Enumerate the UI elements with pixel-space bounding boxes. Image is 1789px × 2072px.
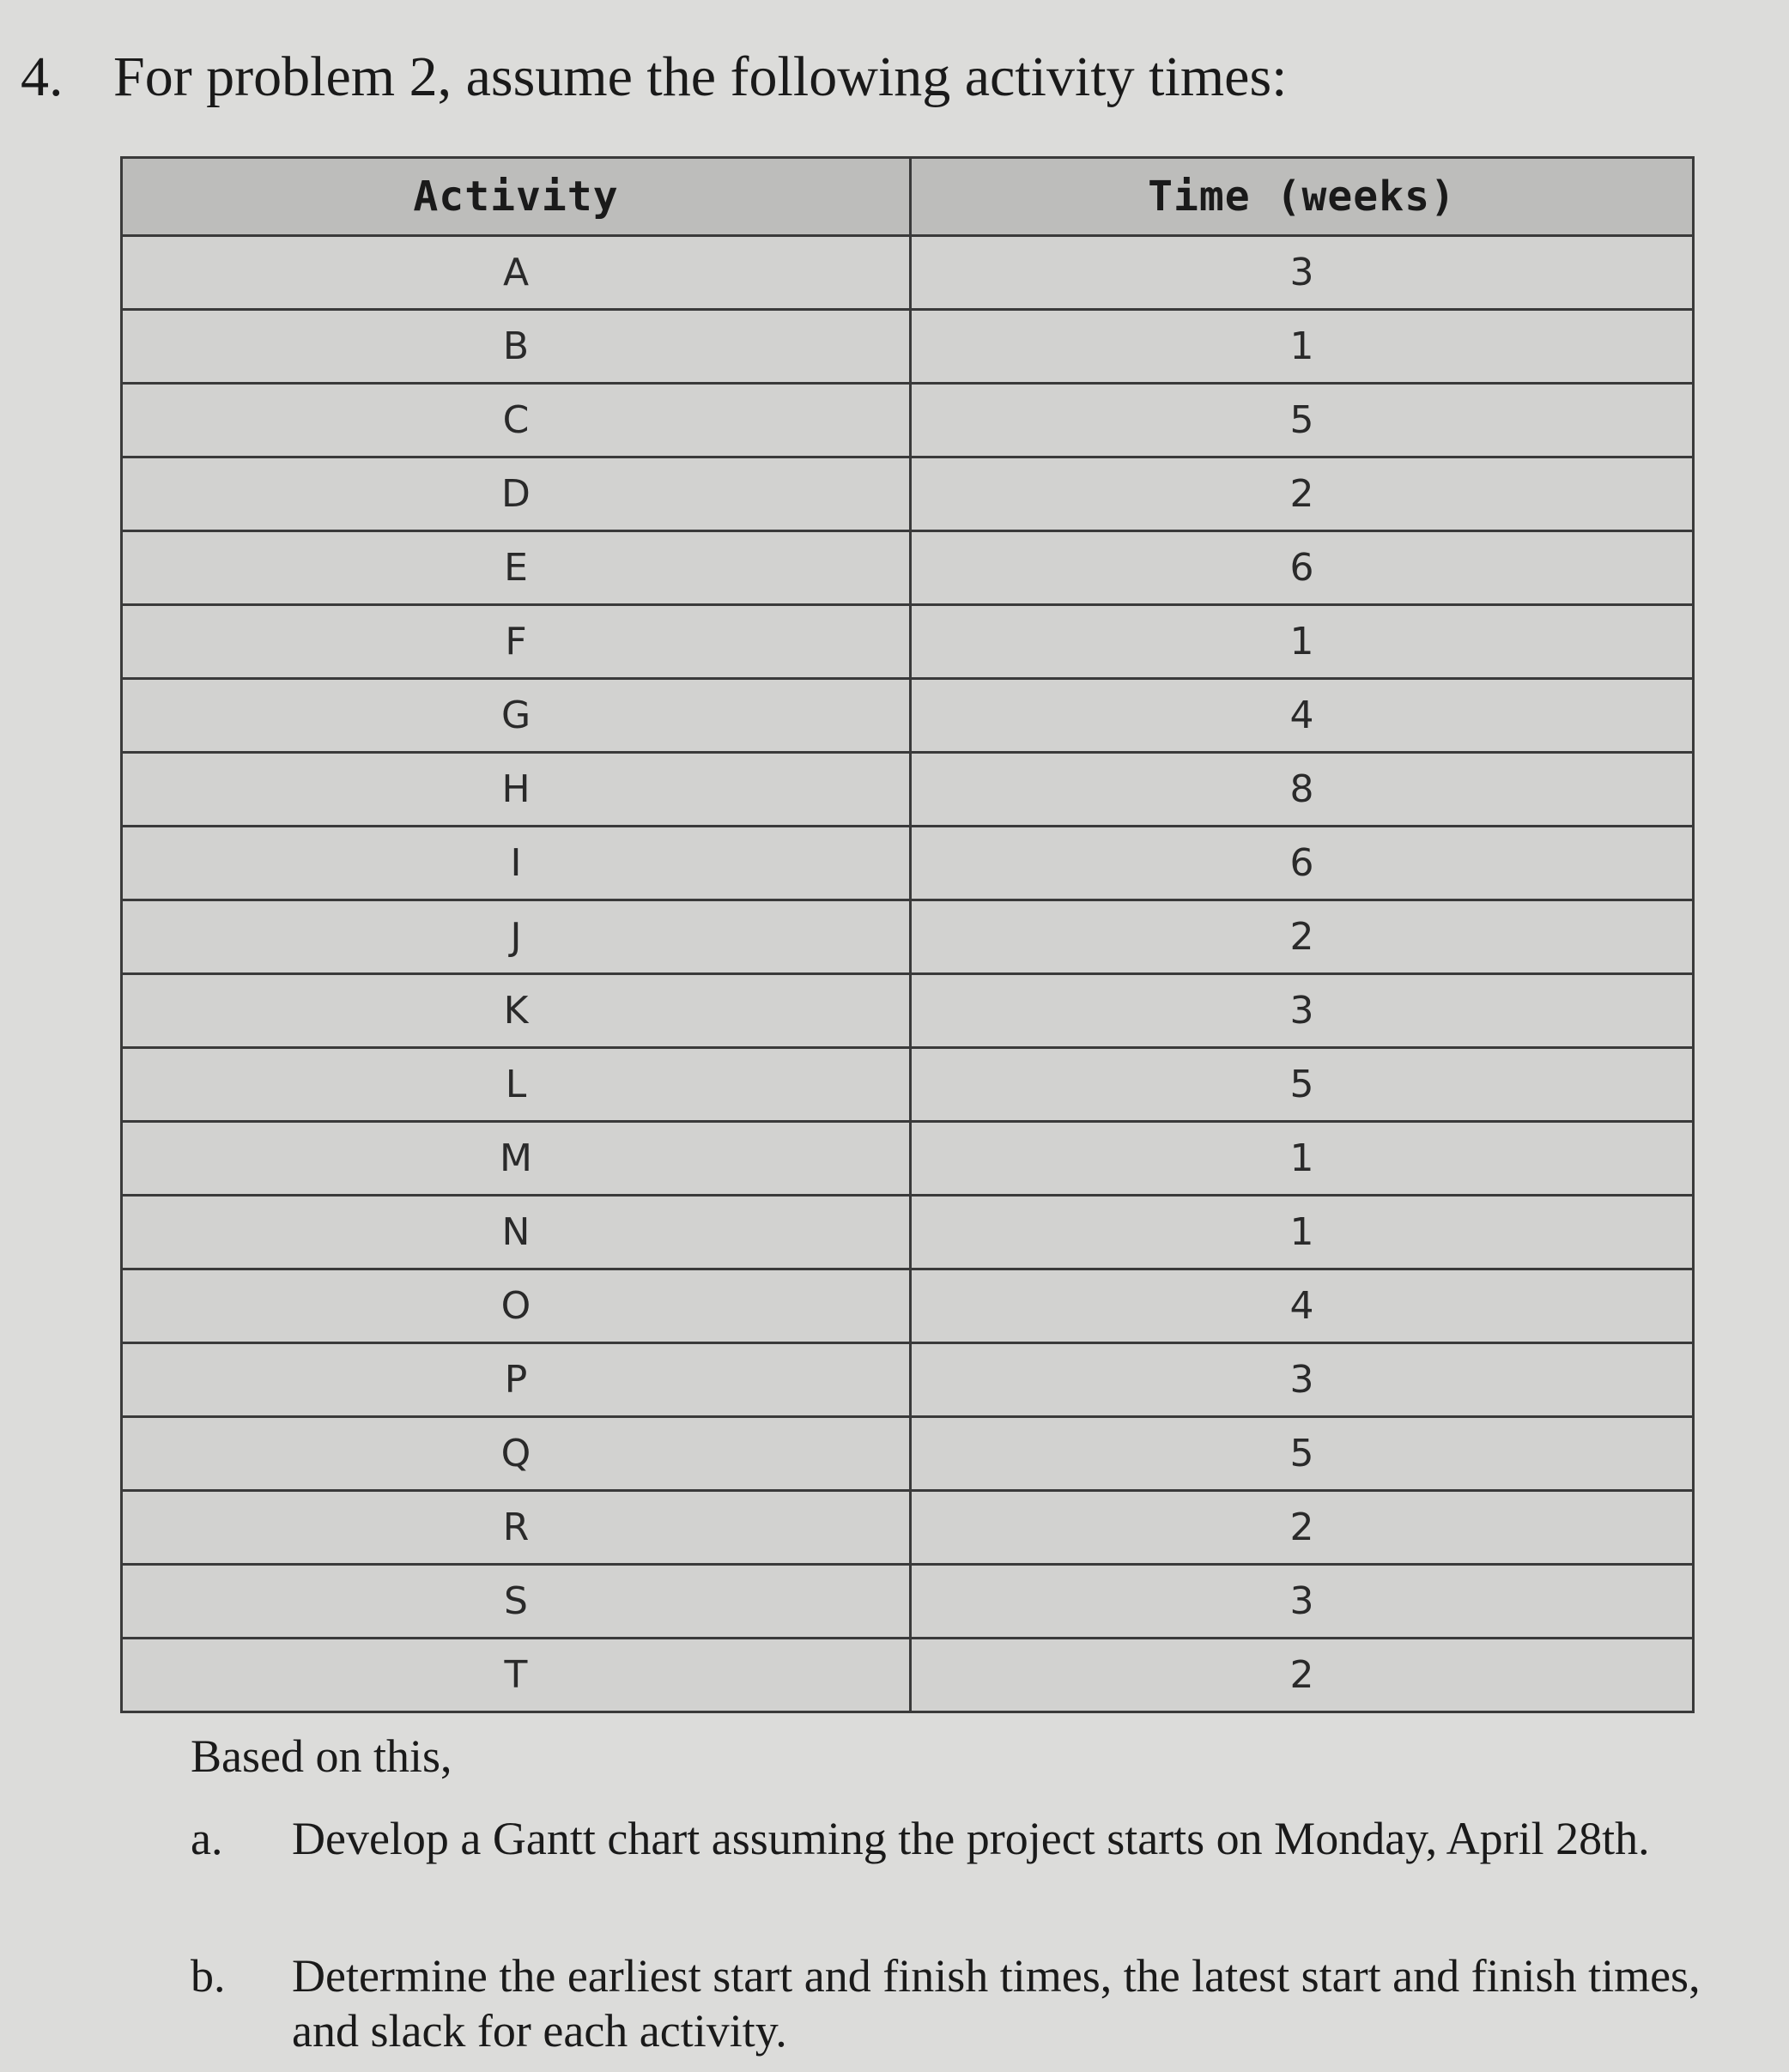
header-activity: Activity bbox=[122, 158, 911, 236]
table-row bbox=[122, 236, 1694, 310]
activity-cell: P bbox=[122, 1343, 911, 1417]
table-row bbox=[122, 1196, 1694, 1269]
time-cell: 2 bbox=[911, 457, 1694, 531]
time-cell: 6 bbox=[911, 827, 1694, 900]
time-cell: 2 bbox=[911, 1639, 1694, 1712]
table-row bbox=[122, 384, 1694, 457]
time-cell: 3 bbox=[911, 1343, 1694, 1417]
activity-cell: N bbox=[122, 1196, 911, 1269]
question-text: Develop a Gantt chart assuming the project starts on Monday, April 28th. bbox=[292, 1813, 1650, 1864]
question-a bbox=[191, 1811, 1768, 1866]
table-row bbox=[122, 827, 1694, 900]
time-cell: 5 bbox=[911, 1048, 1694, 1122]
question-text: Determine the earliest start and finish times, the latest start and finish times, and slack for each activity. bbox=[292, 1950, 1701, 2057]
time-cell: 1 bbox=[911, 310, 1694, 384]
activity-cell: G bbox=[122, 679, 911, 753]
time-cell: 1 bbox=[911, 1122, 1694, 1196]
activity-cell: H bbox=[122, 753, 911, 827]
activity-cell: F bbox=[122, 605, 911, 679]
activity-cell: R bbox=[122, 1491, 911, 1565]
table-row bbox=[122, 457, 1694, 531]
problem-number: 4. bbox=[21, 45, 64, 108]
activity-cell: D bbox=[122, 457, 911, 531]
question-label: b. bbox=[191, 1950, 226, 2002]
time-cell: 5 bbox=[911, 1417, 1694, 1491]
table-row bbox=[122, 1122, 1694, 1196]
table-row bbox=[122, 1491, 1694, 1565]
question-b bbox=[191, 1948, 1768, 2058]
activity-cell: K bbox=[122, 974, 911, 1048]
activity-cell: O bbox=[122, 1269, 911, 1343]
question-label: a. bbox=[191, 1813, 223, 1864]
activity-cell: Q bbox=[122, 1417, 911, 1491]
table-row bbox=[122, 310, 1694, 384]
table-row bbox=[122, 900, 1694, 974]
time-cell: 4 bbox=[911, 1269, 1694, 1343]
table-row bbox=[122, 974, 1694, 1048]
table-header-row bbox=[122, 158, 1694, 236]
activity-cell: A bbox=[122, 236, 911, 310]
table-row bbox=[122, 1639, 1694, 1712]
problem-heading bbox=[21, 45, 1287, 110]
table-row bbox=[122, 1565, 1694, 1639]
table-row bbox=[122, 1343, 1694, 1417]
table-row bbox=[122, 605, 1694, 679]
activity-cell: B bbox=[122, 310, 911, 384]
table-row bbox=[122, 753, 1694, 827]
table-row bbox=[122, 531, 1694, 605]
table-body bbox=[122, 236, 1694, 1712]
table-row bbox=[122, 1269, 1694, 1343]
activity-cell: E bbox=[122, 531, 911, 605]
table-row bbox=[122, 1417, 1694, 1491]
problem-prompt: For problem 2, assume the following activity times: bbox=[113, 45, 1288, 108]
activity-times-table bbox=[120, 156, 1695, 1713]
activity-cell: M bbox=[122, 1122, 911, 1196]
time-cell: 4 bbox=[911, 679, 1694, 753]
time-cell: 8 bbox=[911, 753, 1694, 827]
time-cell: 3 bbox=[911, 1565, 1694, 1639]
activity-cell: L bbox=[122, 1048, 911, 1122]
time-cell: 2 bbox=[911, 1491, 1694, 1565]
time-cell: 1 bbox=[911, 1196, 1694, 1269]
time-cell: 3 bbox=[911, 974, 1694, 1048]
followup-intro: Based on this, bbox=[191, 1730, 452, 1782]
table-row bbox=[122, 1048, 1694, 1122]
activity-cell: I bbox=[122, 827, 911, 900]
time-cell: 3 bbox=[911, 236, 1694, 310]
time-cell: 6 bbox=[911, 531, 1694, 605]
activity-cell: C bbox=[122, 384, 911, 457]
activity-cell: J bbox=[122, 900, 911, 974]
time-cell: 5 bbox=[911, 384, 1694, 457]
activity-cell: S bbox=[122, 1565, 911, 1639]
activity-cell: T bbox=[122, 1639, 911, 1712]
time-cell: 2 bbox=[911, 900, 1694, 974]
time-cell: 1 bbox=[911, 605, 1694, 679]
header-time: Time (weeks) bbox=[911, 158, 1694, 236]
table-row bbox=[122, 679, 1694, 753]
